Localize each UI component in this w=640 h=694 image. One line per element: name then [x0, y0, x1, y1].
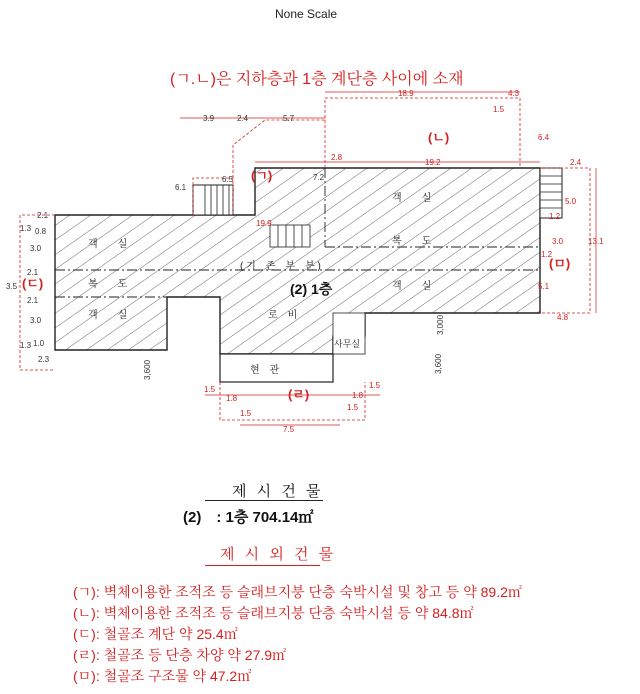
excluded-item-b: (ㄴ): 벽체이용한 조적조 등 슬래브지붕 단층 숙박시설 등 약 84.8㎡ [73, 605, 474, 621]
dim-top-39: 3.9 [203, 114, 215, 123]
dim-left-30a: 3.0 [30, 244, 42, 253]
dim-left-21b: 2.1 [27, 296, 39, 305]
dim-h-3000: 3,000 [436, 314, 445, 335]
dim-e-24: 2.4 [570, 158, 582, 167]
dim-left-13a: 1.3 [20, 224, 32, 233]
shown-building-underline [205, 500, 323, 501]
room-corridor-2: 복 도 [392, 236, 432, 247]
dim-e-12b: 1.2 [541, 250, 553, 259]
dim-e-48: 4.8 [557, 313, 569, 322]
stair-block-right [540, 168, 562, 218]
scale-label: None Scale [275, 7, 338, 21]
dim-left-13b: 1.3 [20, 341, 32, 350]
room-lobby: 로 비 [268, 310, 298, 321]
shown-building-title: 제 시 건 물 [232, 483, 324, 500]
dim-stair-61: 6.1 [175, 183, 187, 192]
room-office: 사무실 [334, 339, 361, 349]
tag-b: (ㄴ) [428, 130, 450, 145]
dim-d-15a: 1.5 [204, 385, 216, 394]
excluded-item-e: (ㅁ): 철골조 구조물 약 47.2㎡ [73, 668, 252, 684]
dim-left-top: 2.1 [37, 211, 49, 220]
excluded-item-a: (ㄱ): 벽체이용한 조적조 등 슬래브지붕 단층 숙박시설 및 창고 등 약 89.2㎡ [73, 584, 522, 600]
dim-e-50: 5.0 [565, 197, 577, 206]
tag-d: (ㄹ) [288, 387, 310, 402]
dim-stair-65: 6.5 [222, 175, 234, 184]
excluded-item-d: (ㄹ): 철골조 등 단층 차양 약 27.9㎡ [73, 647, 287, 663]
room-guest-2: 객 실 [88, 310, 128, 321]
dim-left-08: 0.8 [35, 227, 47, 236]
floor-label: (2) 1층 [290, 281, 333, 297]
dim-a-189: 18.9 [398, 89, 414, 98]
dim-e-30: 3.0 [552, 237, 564, 246]
dim-mid-72: 7.2 [313, 173, 325, 182]
dim-e-51: 5.1 [538, 282, 550, 291]
stair-block-left [193, 185, 233, 215]
dim-d-15b: 1.5 [240, 409, 252, 418]
dim-b-28: 2.8 [331, 153, 343, 162]
excluded-list [73, 582, 522, 687]
dim-b-15: 1.5 [493, 105, 505, 114]
dim-b-64: 6.4 [538, 133, 550, 142]
dim-b-43: 4.3 [508, 89, 520, 98]
dim-left-23: 2.3 [38, 355, 50, 364]
dim-h-3600b: 3,600 [143, 359, 152, 380]
dim-h-3600a: 3,600 [434, 353, 443, 374]
tag-c: (ㄷ) [22, 276, 44, 291]
dim-d-15d: 1.5 [369, 381, 381, 390]
dim-d-18a: 1.8 [226, 394, 238, 403]
dim-top-24: 2.4 [237, 114, 249, 123]
dim-b-199: 19.9 [256, 219, 272, 228]
room-guest-1: 객 실 [88, 239, 128, 250]
dim-e-131: 13.1 [588, 237, 604, 246]
excluded-building-underline [205, 565, 320, 566]
excluded-building-title: 제 시 외 건 물 [220, 546, 337, 563]
dim-top-57: 5.7 [283, 114, 295, 123]
dim-d-18b: 1.8 [352, 391, 364, 400]
dim-d-75: 7.5 [283, 425, 295, 434]
dim-left-30b: 3.0 [30, 316, 42, 325]
room-guest-4: 객 실 [392, 281, 432, 292]
inner-stair [270, 225, 310, 247]
dim-e-12a: 1.2 [549, 212, 561, 221]
excluded-item-c: (ㄷ): 철골조 계단 약 25.4㎡ [73, 626, 238, 642]
dim-left-10: 1.0 [33, 339, 45, 348]
dim-left-21a: 2.1 [27, 268, 39, 277]
location-note: (ㄱ.ㄴ)은 지하층과 1층 계단층 사이에 소재 [170, 71, 464, 88]
shown-building-row: (2) : 1층 704.14㎡ [183, 509, 314, 526]
dim-d-15c: 1.5 [347, 403, 359, 412]
room-guest-3: 객 실 [392, 193, 432, 204]
room-existing: ( 기 존 부 분 ) [240, 261, 321, 272]
room-corridor-1: 복 도 [88, 279, 128, 290]
tag-e: (ㅁ) [549, 256, 571, 271]
dim-b-192: 19.2 [425, 158, 441, 167]
tag-a: (ㄱ) [251, 168, 273, 183]
room-entrance: 현 관 [250, 365, 280, 376]
dim-left-35: 3.5 [6, 282, 18, 291]
